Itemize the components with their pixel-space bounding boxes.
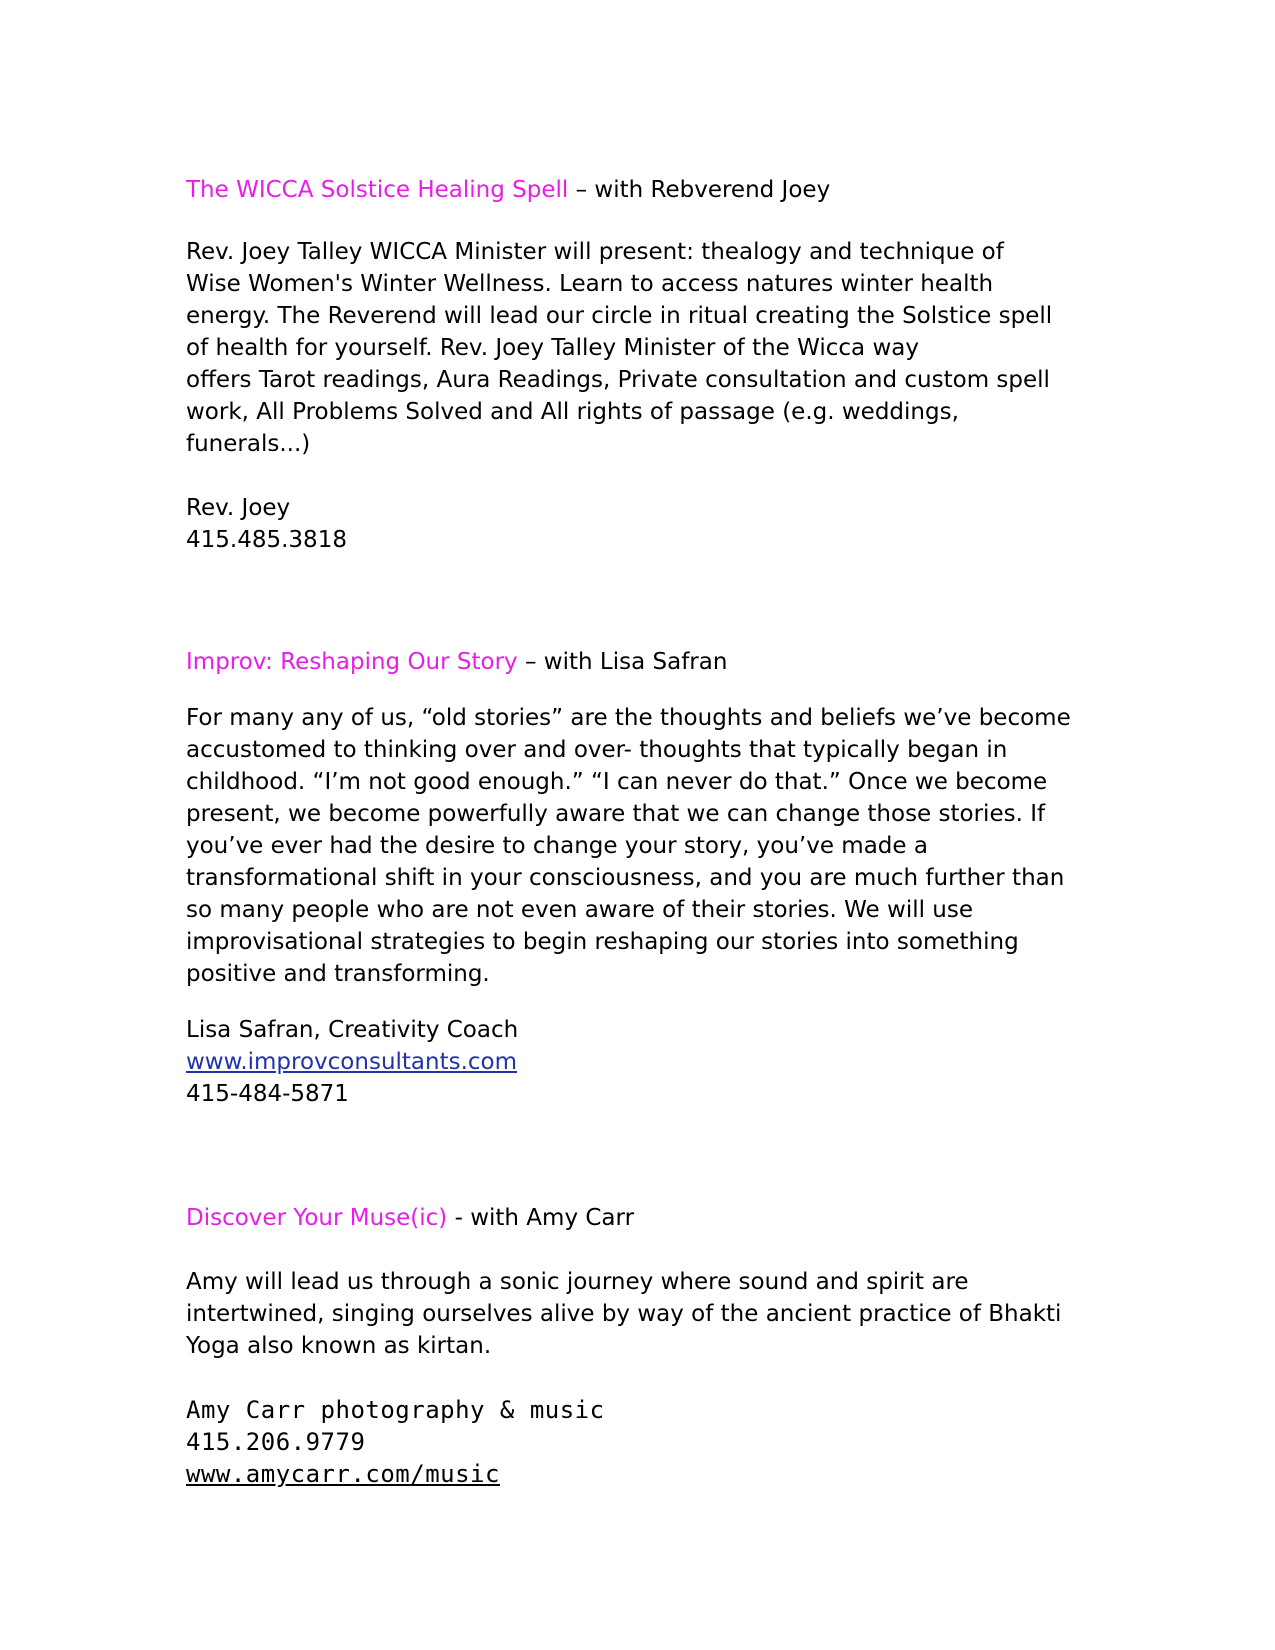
session-heading [186,646,1086,678]
description-line: offers Tarot readings, Aura Readings, Private consultation and custom spell [186,367,1050,393]
description-line: you’ve ever had the desire to change your story, you’ve made a [186,833,928,859]
session-title: Improv: Reshaping Our Story [186,649,518,675]
session-title: Discover Your Muse(ic) [186,1205,448,1231]
session-wicca [186,174,1086,556]
description-line: positive and transforming. [186,961,490,987]
session-presenter: – with Rebverend Joey [568,177,831,203]
description-line: work, All Problems Solved and All rights of passage (e.g. weddings, [186,399,959,425]
description-line: Wise Women's Winter Wellness. Learn to access natures winter health [186,271,994,297]
description-line: so many people who are not even aware of their stories. We will use [186,897,974,923]
description-line: of health for yourself. Rev. Joey Talley Minister of the Wicca way [186,335,919,361]
session-description [186,1266,1086,1362]
description-line: For many any of us, “old stories” are the thoughts and beliefs we’ve become [186,705,1071,731]
description-line: energy. The Reverend will lead our circle in ritual creating the Solstice spell [186,303,1053,329]
session-improv [186,646,1086,1110]
description-line: transformational shift in your consciousness, and you are much further than [186,865,1065,891]
contact-phone: 415.485.3818 [186,527,347,553]
session-presenter: - with Amy Carr [447,1205,635,1231]
session-contact [186,492,1086,556]
description-line: intertwined, singing ourselves alive by way of the ancient practice of Bhakti [186,1301,1062,1327]
contact-website-link[interactable]: www.amycarr.com/music [186,1460,500,1488]
description-line: funerals...) [186,431,311,457]
session-heading [186,174,1086,206]
description-line: Yoga also known as kirtan. [186,1333,492,1359]
session-description [186,236,1086,460]
description-line: accustomed to thinking over and over- thoughts that typically began in [186,737,1008,763]
session-title: The WICCA Solstice Healing Spell [186,177,569,203]
description-line: present, we become powerfully aware that we can change those stories. If [186,801,1046,827]
description-line: Rev. Joey Talley WICCA Minister will present: thealogy and technique of [186,239,1004,265]
session-heading [186,1202,1086,1234]
session-contact [186,1014,1086,1110]
description-line: childhood. “I’m not good enough.” “I can never do that.” Once we become [186,769,1048,795]
session-presenter: – with Lisa Safran [517,649,728,675]
session-description [186,702,1086,990]
contact-name: Rev. Joey [186,495,291,521]
session-contact [186,1394,1086,1490]
contact-phone: 415-484-5871 [186,1081,349,1107]
contact-website-link[interactable]: www.improvconsultants.com [186,1049,518,1075]
contact-name: Amy Carr photography & music [186,1396,605,1424]
session-muse [186,1202,1086,1490]
contact-phone: 415.206.9779 [186,1428,366,1456]
description-line: improvisational strategies to begin reshaping our stories into something [186,929,1019,955]
contact-name: Lisa Safran, Creativity Coach [186,1017,519,1043]
description-line: Amy will lead us through a sonic journey where sound and spirit are [186,1269,969,1295]
